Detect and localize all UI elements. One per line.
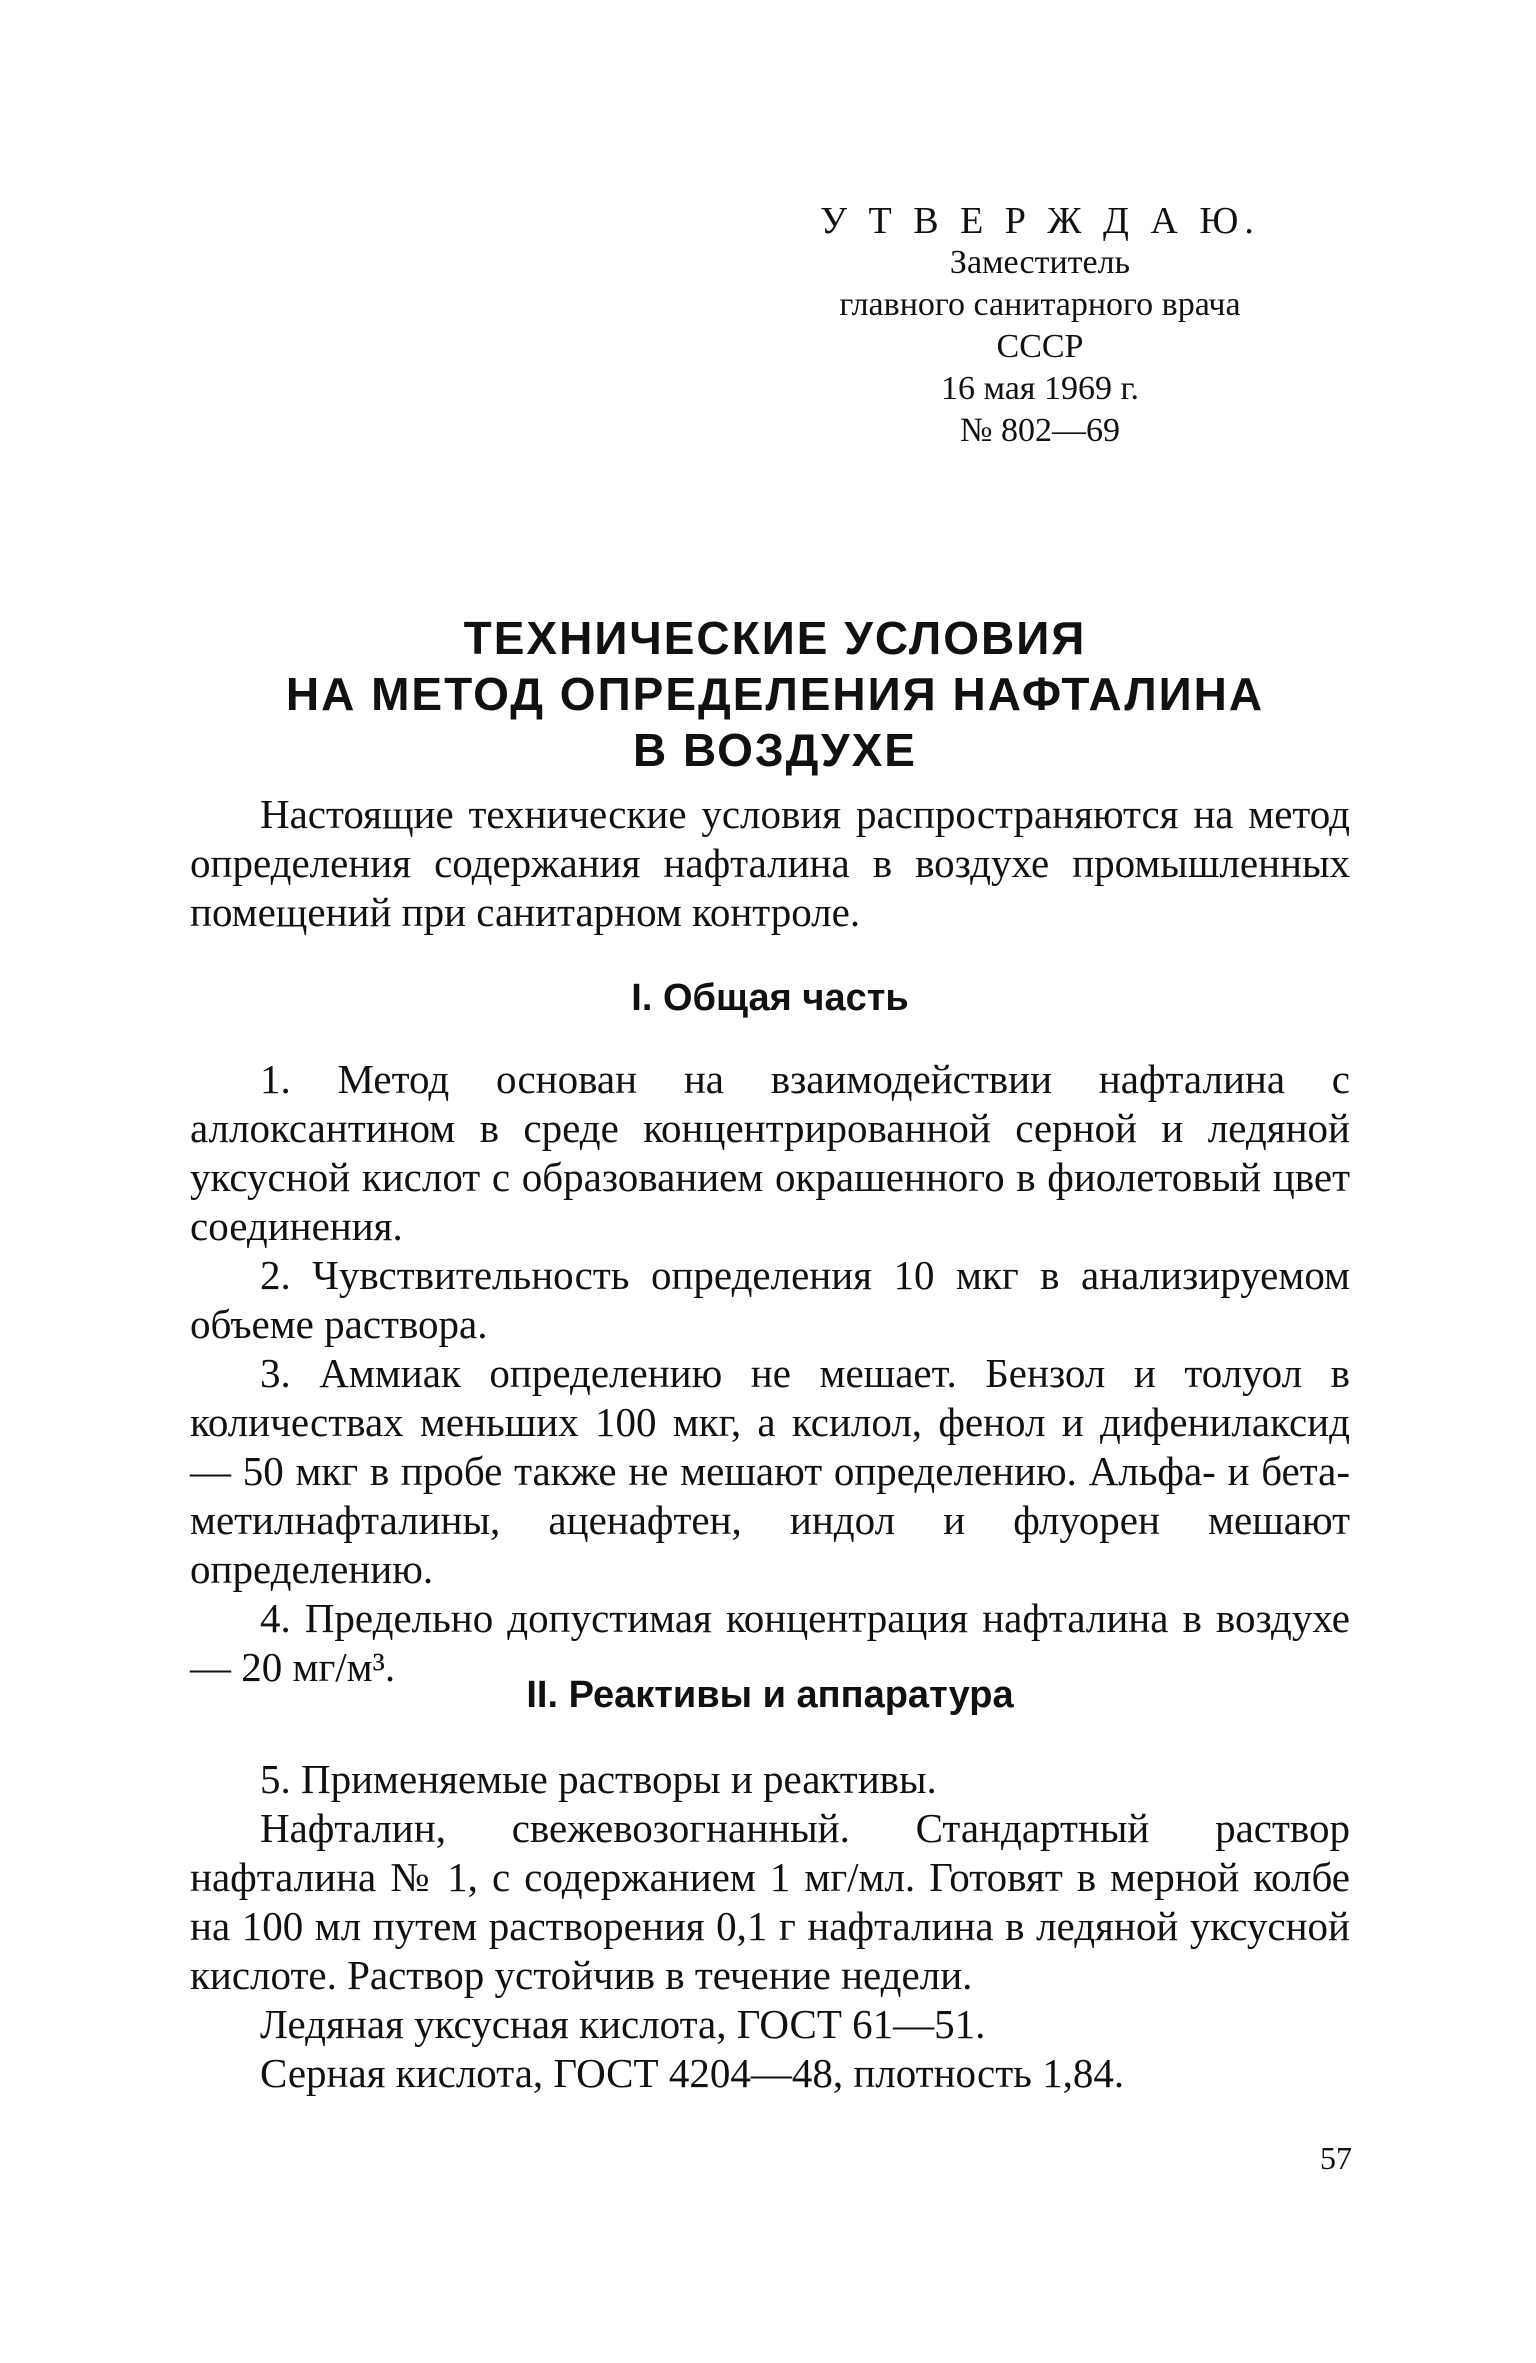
approval-country: СССР (996, 328, 1084, 365)
section-2-heading: II. Реактивы и аппаратура (526, 1674, 1014, 1716)
intro-text: Настоящие технические условия распространяются на метод определения содержания нафталина в воздухе промышленных помещений при санитарном контроле. (190, 791, 1350, 935)
page-number: 57 (1320, 2140, 1352, 2176)
approval-heading: У Т В Е Р Ж Д А Ю. (820, 200, 1260, 242)
section-1-item-1: 1. Метод основан на взаимодействии нафталина с аллоксантином в среде концентрированной серной и ледяной уксусной кислот с образованием окрашенного в фиолетовый цвет соединения. (190, 1056, 1350, 1249)
approval-position: Заместитель (949, 244, 1131, 281)
approval-date: 16 мая 1969 г. (940, 370, 1140, 407)
section-1-item-4: 4. Предельно допустимая концентрация нафталина в воздухе — 20 мг/м³. (190, 1595, 1350, 1690)
title-line-2: НА МЕТОД ОПРЕДЕЛЕНИЯ НАФТАЛИНА (285, 668, 1265, 720)
section-2-item-1: 5. Применяемые растворы и реактивы. (260, 1756, 937, 1802)
document-title (200, 610, 1350, 778)
section-2-item-3: Ледяная уксусная кислота, ГОСТ 61—51. (260, 2001, 986, 2047)
section-1-item-2: 2. Чувствительность определения 10 мкг в анализируемом объеме раствора. (190, 1252, 1350, 1347)
approval-block (780, 200, 1300, 452)
section-1-body (190, 1055, 1350, 1692)
title-line-1: ТЕХНИЧЕСКИЕ УСЛОВИЯ (463, 612, 1087, 664)
title-line-3: В ВОЗДУХЕ (633, 724, 917, 776)
approval-position-2: главного санитарного врача (839, 286, 1241, 323)
intro-paragraph (190, 790, 1350, 937)
section-1-item-3: 3. Аммиак определению не мешает. Бензол и толуол в количествах меньших 100 мкг, а ксилол, фенол и дифенилаксид — 50 мкг в пробе также не мешают определению. Альфа- и бета-метилнафталины, аценафтен, индол и флуорен мешают определению. (190, 1350, 1350, 1592)
section-2-item-4: Серная кислота, ГОСТ 4204—48, плотность 1,84. (260, 2050, 1125, 2096)
approval-number: № 802—69 (960, 412, 1120, 449)
section-2-item-2: Нафталин, свежевозогнанный. Стандартный раствор нафталина № 1, с содержанием 1 мг/мл. Готовят в мерной колбе на 100 мл путем растворения 0,1 г нафталина в ледяной уксусной кислоте. Раствор устойчив в течение недели. (190, 1805, 1350, 1998)
section-2-body (190, 1755, 1350, 2098)
section-1-heading: I. Общая часть (631, 977, 909, 1019)
